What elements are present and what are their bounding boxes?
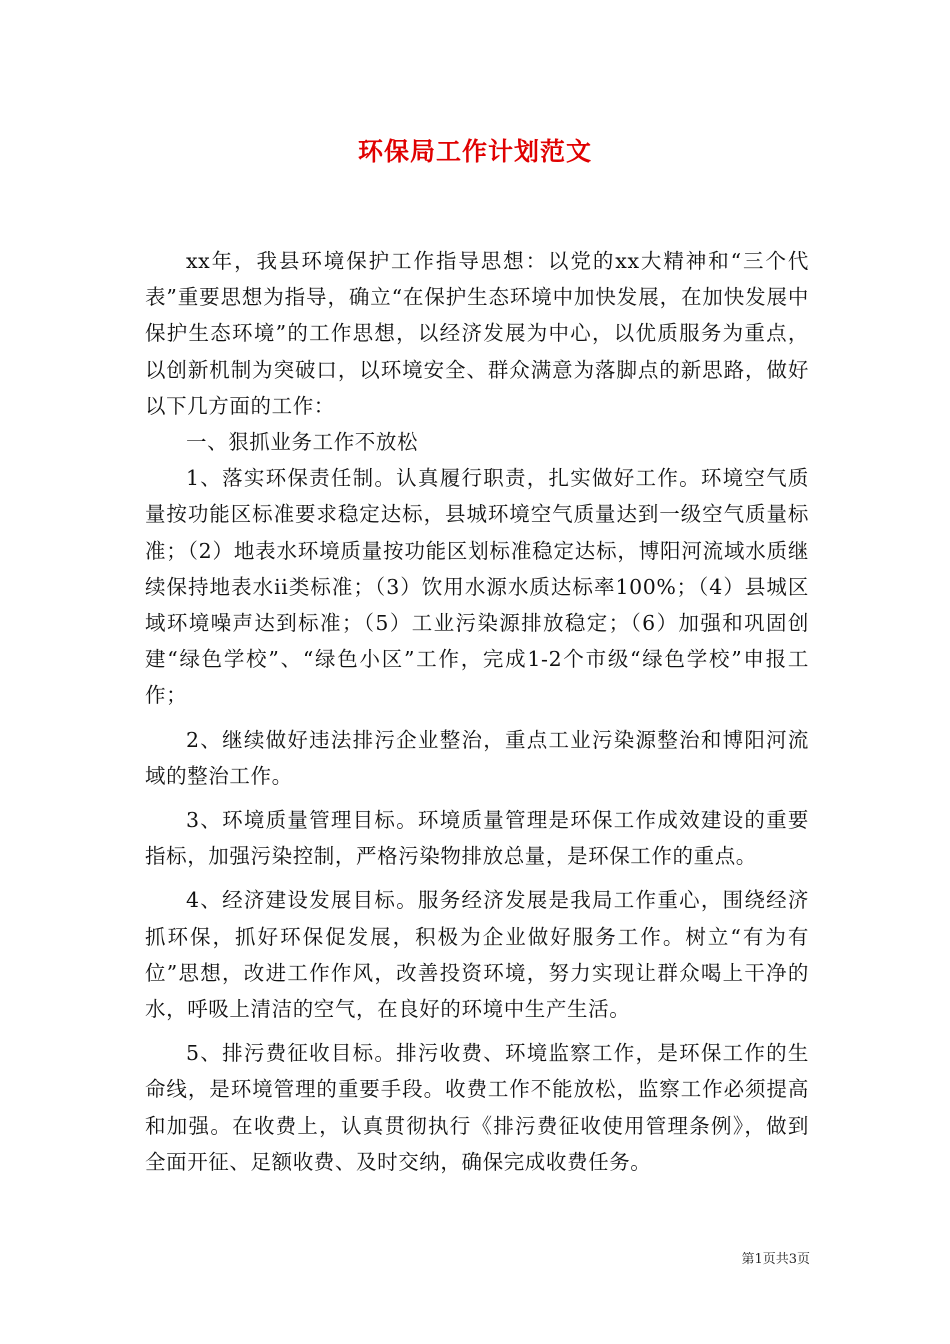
section-heading: 一、狠抓业务工作不放松 [186,430,419,455]
paragraph-item-4: 4、经济建设发展目标。服务经济发展是我局工作重心，围绕经济抓环保，抓好环保促发展，积极为企业做好服务工作。树立“有为有位”思想，改进工作作风，改善投资环境，努力实现让群众喝上干净的水，呼吸上清洁的空气，在良好的环境中生产生活。 [145,888,809,1022]
paragraph-item-2: 2、继续做好违法排污企业整治，重点工业污染源整治和博阳河流域的整治工作。 [145,727,809,788]
paragraph-item-5: 5、排污费征收目标。排污收费、环境监察工作，是环保工作的生命线，是环境管理的重要手段。收费工作不能放松，监察工作必须提高和加强。在收费上，认真贯彻执行《排污费征收使用管理条例》，做到全面开征、足额收费、及时交纳，确保完成收费任务。 [145,1041,809,1174]
paragraph-item-1: 1、落实环保责任制。认真履行职责，扎实做好工作。环境空气质量按功能区标准要求稳定达标，县城环境空气质量达到一级空气质量标准；（2）地表水环境质量按功能区划标准稳定达标，博阳河流域水质继续保持地表水ii类标准；（3）饮用水源水质达标率100%；（4）县城区域环境噪声达到标准；（5）工业污染源排放稳定；（6）加强和巩固创建“绿色学校”、“绿色小区”工作，完成1-2个市级“绿色学校”申报工作； [145,466,809,708]
paragraph-item-3: 3、环境质量管理目标。环境质量管理是环保工作成效建设的重要指标，加强污染控制，严格污染物排放总量，是环保工作的重点。 [145,808,809,869]
document-title: 环保局工作计划范文 [357,137,592,166]
document-body [145,243,809,1180]
page-number-footer: 第1页共3页 [741,1252,810,1267]
intro-paragraph: xx年，我县环境保护工作指导思想：以党的xx大精神和“三个代表”重要思想为指导，确立“在保护生态环境中加快发展，在加快发展中保护生态环境”的工作思想，以经济发展为中心，以优质服务为重点，以创新机制为突破口，以环境安全、群众满意为落脚点的新思路，做好以下几方面的工作： [145,249,809,418]
